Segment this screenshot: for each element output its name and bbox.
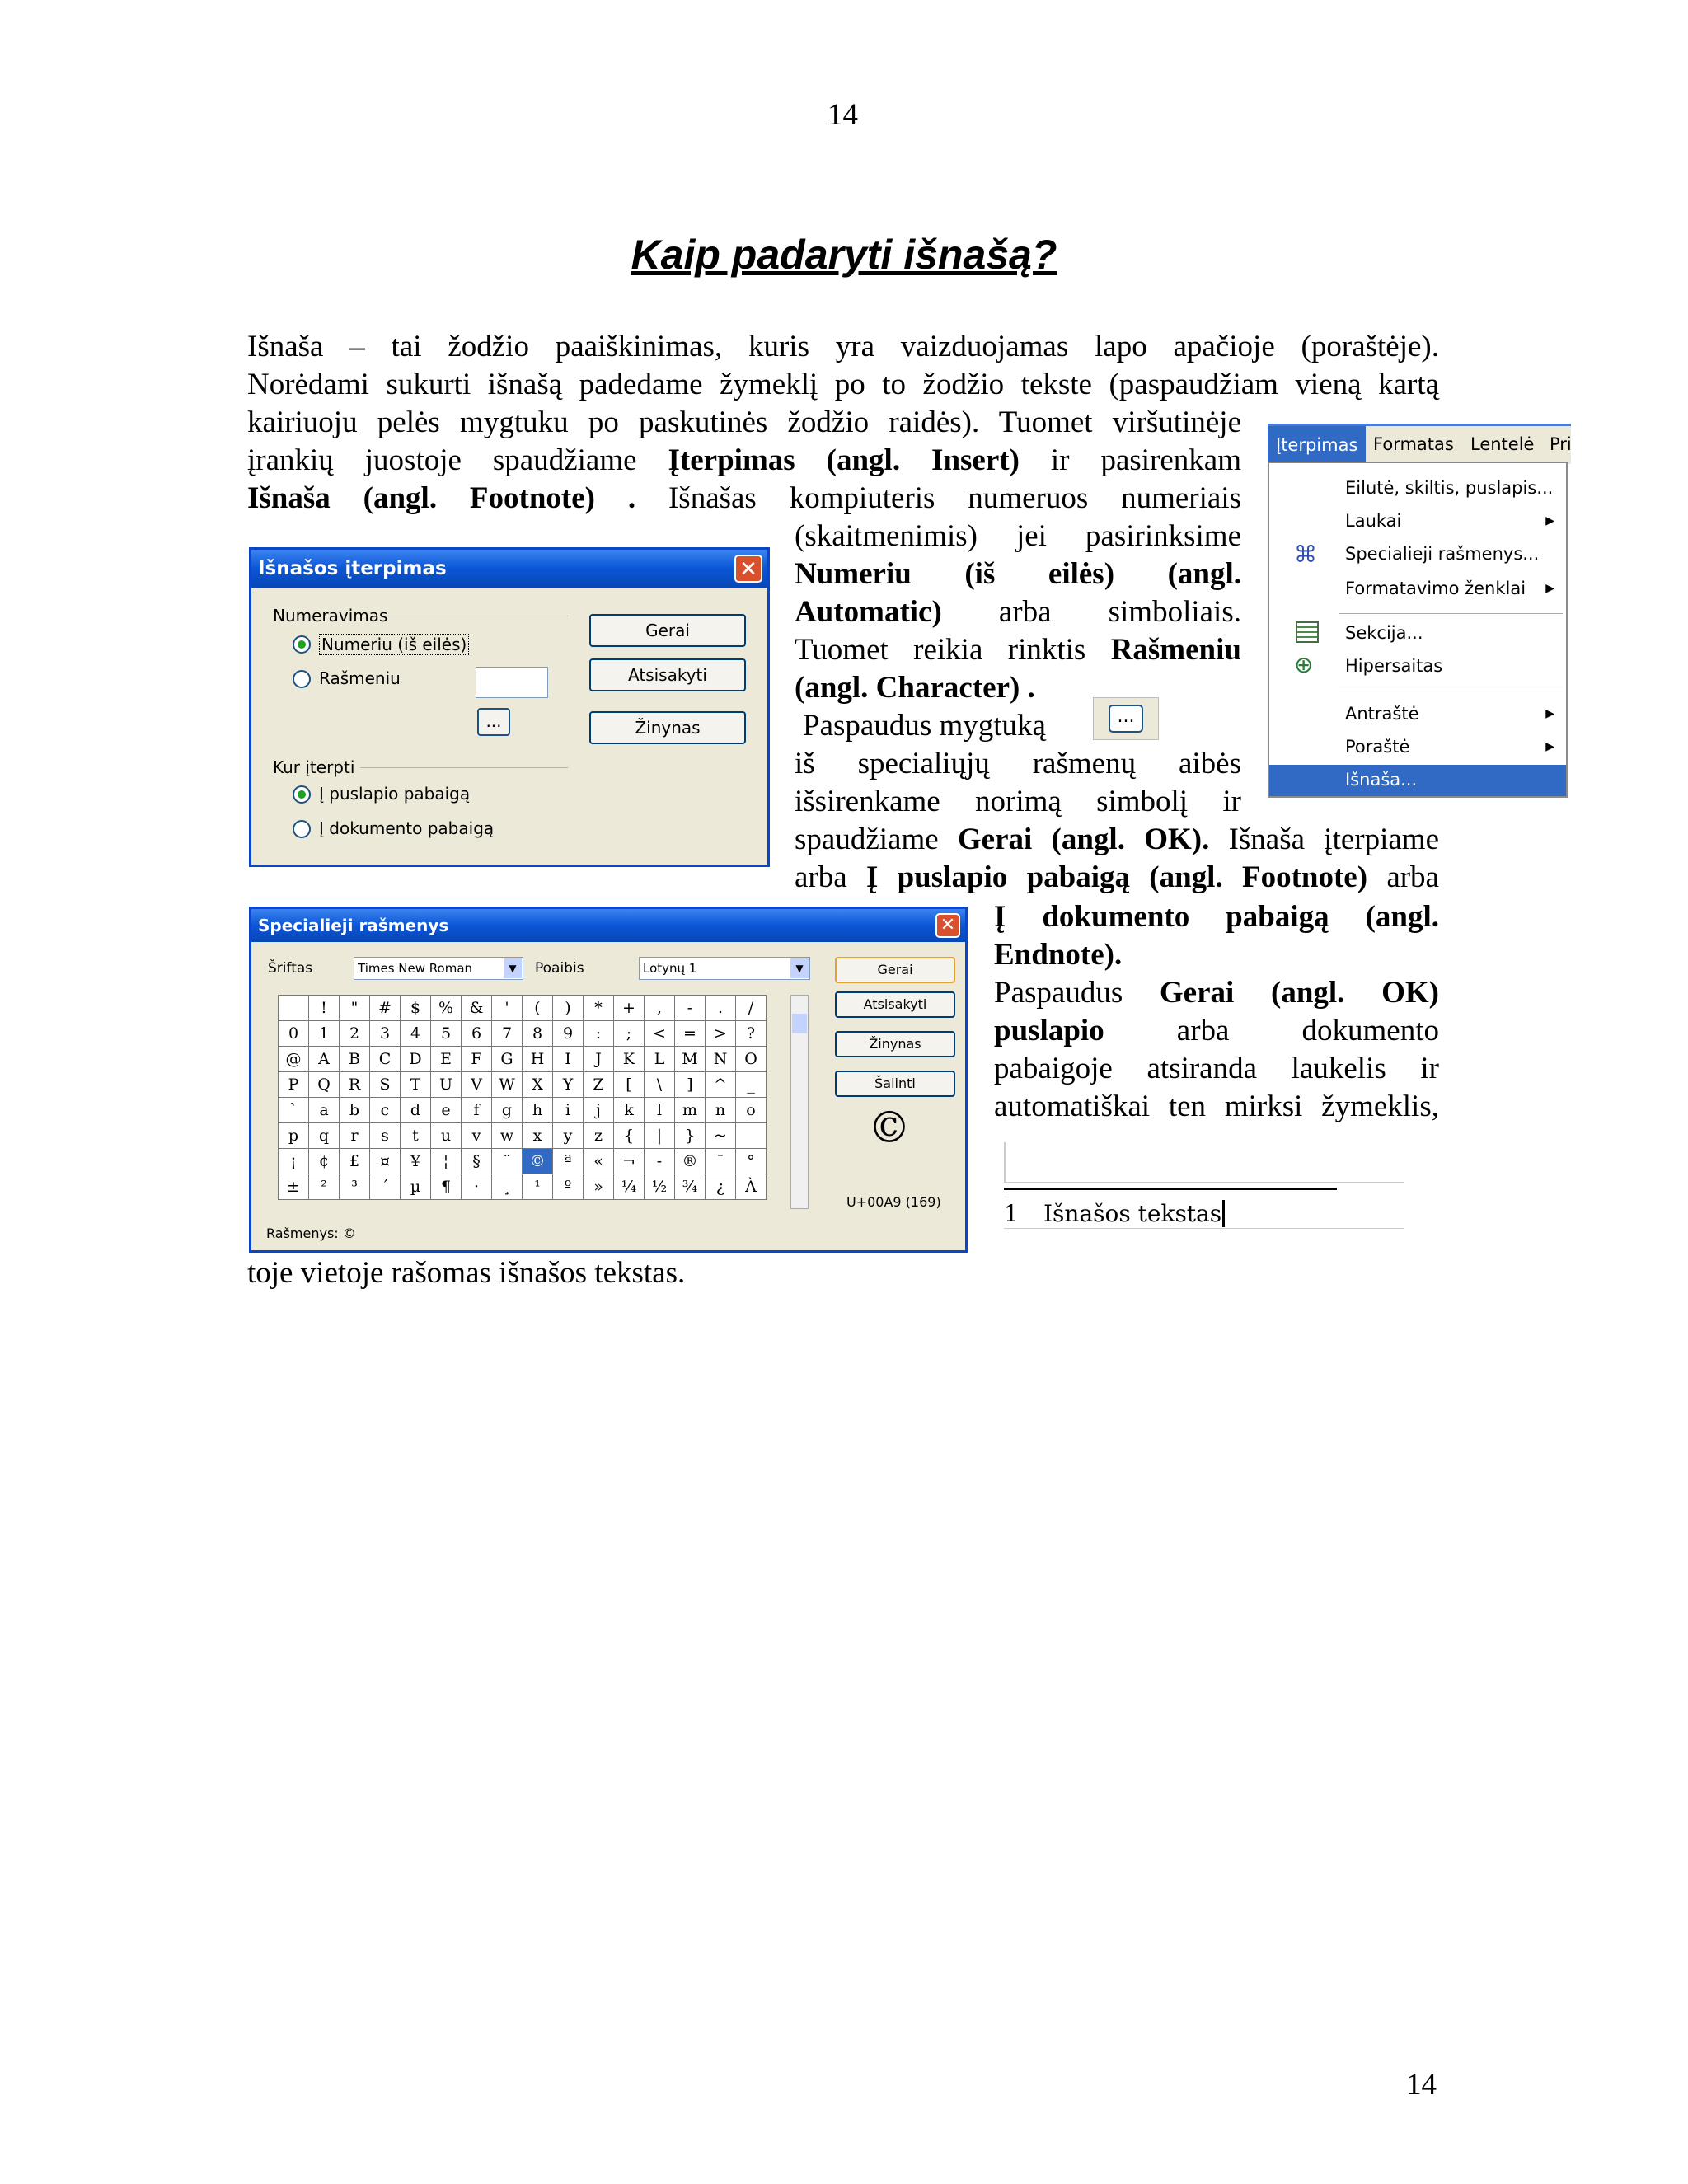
character-cell[interactable]: !	[309, 996, 340, 1021]
character-cell[interactable]: c	[370, 1098, 401, 1123]
character-cell[interactable]: )	[553, 996, 584, 1021]
right-line-2: Endnote).	[994, 938, 1123, 972]
character-cell[interactable]: Y	[553, 1072, 584, 1098]
character-cell[interactable]: n	[706, 1098, 736, 1123]
character-cell[interactable]: d	[401, 1098, 431, 1123]
menubar	[1268, 424, 1571, 464]
character-cell[interactable]: ©	[523, 1149, 553, 1174]
character-row	[279, 1149, 767, 1174]
character-cell[interactable]: p	[279, 1123, 309, 1149]
character-cell[interactable]: ®	[675, 1149, 706, 1174]
character-cell[interactable]: 3	[370, 1021, 401, 1047]
character-cell[interactable]: %	[431, 996, 462, 1021]
character-cell[interactable]: S	[370, 1072, 401, 1098]
body-line-5: Išnaša (angl. Footnote) . Išnašas kompiuteris numeruos numeriais	[247, 481, 1241, 515]
character-cell[interactable]: ]	[675, 1072, 706, 1098]
menu-item-highlight	[1269, 765, 1566, 796]
body-line-1: Išnaša – tai žodžio paaiškinimas, kuris yra vaizduojamas lapo apačioje (poraštėje).	[247, 330, 1439, 363]
menu-item-row-line[interactable]: Eilutė, skiltis, puslapis...	[1345, 478, 1554, 498]
radio-character-label[interactable]: Rašmeniu	[319, 668, 401, 688]
right-line-4: puslapio arba dokumento	[994, 1014, 1439, 1047]
character-cell[interactable]: £	[340, 1149, 370, 1174]
grid-scrollbar[interactable]	[790, 995, 809, 1209]
character-cell[interactable]: y	[553, 1123, 584, 1149]
menu-item-header[interactable]: Antraštė	[1345, 704, 1419, 724]
character-cell[interactable]: D	[401, 1047, 431, 1072]
character-cell[interactable]: µ	[401, 1174, 431, 1200]
character-cell[interactable]: §	[462, 1149, 492, 1174]
right-line-3: Paspaudus Gerai (angl. OK)	[994, 976, 1439, 1010]
character-cell[interactable]: ¾	[675, 1174, 706, 1200]
character-cell[interactable]: 0	[279, 1021, 309, 1047]
numbering-group-label: Numeravimas	[273, 606, 388, 626]
radio-page-end[interactable]	[293, 785, 311, 804]
insert-menu	[1268, 424, 1571, 798]
submenu-arrow-icon: ▶	[1545, 707, 1554, 720]
character-grid[interactable]	[278, 995, 767, 1200]
right-line-6: automatiškai ten mirksi žymeklis,	[994, 1090, 1439, 1123]
character-cell[interactable]: >	[706, 1021, 736, 1047]
menu-item-special-chars[interactable]: Specialieji rašmenys...	[1345, 544, 1540, 564]
character-cell[interactable]: A	[309, 1047, 340, 1072]
character-cell[interactable]: °	[736, 1149, 767, 1174]
character-cell[interactable]: k	[614, 1098, 645, 1123]
page-title: Kaip padaryti išnašą?	[631, 232, 1057, 278]
character-cell[interactable]: ³	[340, 1174, 370, 1200]
character-cell[interactable]	[736, 1123, 767, 1149]
menu-item-formatting-marks[interactable]: Formatavimo ženklai	[1345, 579, 1526, 598]
special-characters-title: Specialieji rašmenys	[258, 916, 449, 935]
col-line-5: (angl. Character) .	[795, 671, 1035, 705]
character-cell[interactable]: F	[462, 1047, 492, 1072]
character-cell[interactable]: ?	[736, 1021, 767, 1047]
footnote-dialog-title: Išnašos įterpimas	[258, 558, 447, 579]
right-line-1: Į dokumento pabaigą (angl.	[994, 900, 1439, 934]
character-cell[interactable]: q	[309, 1123, 340, 1149]
col-line-4: Tuomet reikia rinktis Rašmeniu	[795, 633, 1241, 667]
section-icon	[1296, 621, 1319, 643]
character-cell[interactable]: &	[462, 996, 492, 1021]
right-line-5: pabaigoje atsiranda laukelis ir	[994, 1052, 1439, 1085]
body-line-2: Norėdami sukurti išnašą padedame žymeklį po to žodžio tekste (paspaudžiam vieną kartą	[247, 368, 1439, 401]
col-line-3: Automatic) arba simboliais.	[795, 595, 1241, 629]
character-row	[279, 1098, 767, 1123]
character-row	[279, 1174, 767, 1200]
col-line-9: spaudžiame Gerai (angl. OK). Išnaša įterpiame	[795, 823, 1439, 856]
character-cell[interactable]: H	[523, 1047, 553, 1072]
ok-button[interactable]: Gerai	[589, 614, 746, 647]
character-cell[interactable]: ¹	[523, 1174, 553, 1200]
character-cell[interactable]: ¤	[370, 1149, 401, 1174]
character-cell[interactable]: v	[462, 1123, 492, 1149]
character-cell[interactable]: Z	[584, 1072, 614, 1098]
character-cell[interactable]: |	[645, 1123, 675, 1149]
col-line-1: (skaitmenimis) jei pasirinksime	[795, 519, 1241, 553]
group-divider	[360, 767, 568, 768]
character-cell[interactable]: `	[279, 1098, 309, 1123]
character-cell[interactable]: X	[523, 1072, 553, 1098]
character-cell[interactable]: s	[370, 1123, 401, 1149]
character-cell[interactable]: <	[645, 1021, 675, 1047]
character-cell[interactable]: Q	[309, 1072, 340, 1098]
character-cell[interactable]: (	[523, 996, 553, 1021]
subset-label: Poaibis	[535, 960, 584, 977]
unicode-code: U+00A9 (169)	[846, 1194, 941, 1210]
delete-button[interactable]: Šalinti	[835, 1071, 955, 1097]
menu-format[interactable]: Formatas	[1373, 434, 1454, 454]
hyperlink-icon: ⊕	[1294, 651, 1314, 678]
menu-tools[interactable]: Pri	[1550, 434, 1572, 454]
menu-item-section[interactable]: Sekcija...	[1345, 623, 1423, 643]
character-cell[interactable]: M	[675, 1047, 706, 1072]
character-cell[interactable]: ¬	[614, 1149, 645, 1174]
col-line-2: Numeriu (iš eilės) (angl.	[795, 557, 1241, 591]
character-cell[interactable]: i	[553, 1098, 584, 1123]
help-button[interactable]: Žinynas	[835, 1031, 955, 1057]
footnote-text[interactable]: Išnašos tekstas	[1043, 1200, 1225, 1227]
footnote-dialog-titlebar	[251, 550, 767, 588]
character-cell[interactable]: O	[736, 1047, 767, 1072]
character-cell[interactable]: N	[706, 1047, 736, 1072]
character-cell[interactable]: -	[645, 1149, 675, 1174]
menu-item-hyperlink[interactable]: Hipersaitas	[1345, 656, 1443, 676]
command-icon: ⌘	[1294, 541, 1317, 568]
submenu-arrow-icon: ▶	[1545, 514, 1554, 527]
character-cell[interactable]: «	[584, 1149, 614, 1174]
font-select-value: Times New Roman	[358, 961, 473, 976]
character-row	[279, 1072, 767, 1098]
font-label: Šriftas	[268, 960, 313, 977]
character-cell[interactable]: :	[584, 1021, 614, 1047]
character-cell[interactable]: ¼	[614, 1174, 645, 1200]
character-cell[interactable]: ¡	[279, 1149, 309, 1174]
character-cell[interactable]: U	[431, 1072, 462, 1098]
character-cell[interactable]: 7	[492, 1021, 523, 1047]
submenu-arrow-icon: ▶	[1545, 740, 1554, 753]
character-cell[interactable]: 4	[401, 1021, 431, 1047]
inline-browse-button-face: ...	[1109, 705, 1143, 733]
col-line-10: arba Į puslapio pabaigą (angl. Footnote) arba	[795, 860, 1439, 894]
character-cell[interactable]	[279, 996, 309, 1021]
character-cell[interactable]: .	[706, 996, 736, 1021]
character-cell[interactable]: ¥	[401, 1149, 431, 1174]
character-cell[interactable]: 9	[553, 1021, 584, 1047]
menu-item-fields[interactable]: Laukai	[1345, 511, 1402, 531]
character-cell[interactable]: »	[584, 1174, 614, 1200]
character-cell[interactable]: "	[340, 996, 370, 1021]
body-line-3: kairiuoju pelės mygtuku po paskutinės žodžio raidės). Tuomet viršutinėje	[247, 405, 1241, 439]
character-cell[interactable]: l	[645, 1098, 675, 1123]
preview-bottom-line	[1004, 1228, 1404, 1229]
ok-button[interactable]: Gerai	[835, 957, 955, 983]
character-cell[interactable]: ±	[279, 1174, 309, 1200]
preview-margin-line	[1004, 1142, 1006, 1182]
col-line-8: išsirenkame norimą simbolį ir	[795, 785, 1241, 818]
character-cell[interactable]: u	[431, 1123, 462, 1149]
character-cell[interactable]: =	[675, 1021, 706, 1047]
characters-selected: Rašmenys: ©	[266, 1226, 356, 1241]
radio-numeric-label[interactable]: Numeriu (iš eilės)	[319, 634, 469, 655]
character-row	[279, 1047, 767, 1072]
subset-select-value: Lotynų 1	[643, 961, 697, 976]
menu-item-footer[interactable]: Poraštė	[1345, 737, 1410, 757]
character-cell[interactable]: W	[492, 1072, 523, 1098]
character-cell[interactable]: C	[370, 1047, 401, 1072]
character-cell[interactable]: }	[675, 1123, 706, 1149]
body-last-line: toje vietoje rašomas išnašos tekstas.	[247, 1256, 686, 1290]
character-cell[interactable]: {	[614, 1123, 645, 1149]
footnote-preview	[1004, 1142, 1404, 1230]
character-cell[interactable]: R	[340, 1072, 370, 1098]
character-cell[interactable]: À	[736, 1174, 767, 1200]
character-cell[interactable]: ¨	[492, 1149, 523, 1174]
character-cell[interactable]: ~	[706, 1123, 736, 1149]
character-cell[interactable]: o	[736, 1098, 767, 1123]
help-button[interactable]: Žinynas	[589, 711, 746, 744]
scroll-thumb[interactable]	[792, 1014, 807, 1033]
character-cell[interactable]: x	[523, 1123, 553, 1149]
character-cell[interactable]: º	[553, 1174, 584, 1200]
character-row	[279, 1123, 767, 1149]
special-characters-dialog	[249, 907, 968, 1253]
character-cell[interactable]: a	[309, 1098, 340, 1123]
character-cell[interactable]: L	[645, 1047, 675, 1072]
font-select[interactable]	[354, 957, 523, 980]
character-cell[interactable]: ´	[370, 1174, 401, 1200]
browse-button[interactable]: ...	[477, 708, 510, 736]
page-number-top: 14	[828, 98, 858, 132]
character-cell[interactable]: I	[553, 1047, 584, 1072]
character-cell[interactable]: ª	[553, 1149, 584, 1174]
character-cell[interactable]: _	[736, 1072, 767, 1098]
menu-item-footnote[interactable]: Išnaša...	[1345, 770, 1418, 790]
character-cell[interactable]: ¸	[492, 1174, 523, 1200]
close-icon[interactable]: ✕	[734, 555, 762, 583]
character-cell[interactable]: f	[462, 1098, 492, 1123]
character-cell[interactable]: /	[736, 996, 767, 1021]
inline-browse-button[interactable]	[1093, 697, 1159, 740]
character-cell[interactable]: 2	[340, 1021, 370, 1047]
character-cell[interactable]: 5	[431, 1021, 462, 1047]
character-cell[interactable]: E	[431, 1047, 462, 1072]
character-cell[interactable]: m	[675, 1098, 706, 1123]
chevron-down-icon[interactable]: ▼	[504, 958, 522, 978]
character-row	[279, 996, 767, 1021]
radio-page-end-label[interactable]: Į puslapio pabaigą	[319, 784, 471, 804]
radio-doc-end-label[interactable]: Į dokumento pabaigą	[319, 818, 495, 838]
menu-separator	[1339, 613, 1563, 614]
character-cell[interactable]: J	[584, 1047, 614, 1072]
character-cell[interactable]: b	[340, 1098, 370, 1123]
close-icon[interactable]: ✕	[935, 913, 960, 938]
character-cell[interactable]: ²	[309, 1174, 340, 1200]
character-cell[interactable]: j	[584, 1098, 614, 1123]
character-cell[interactable]: ½	[645, 1174, 675, 1200]
body-line-4: įrankių juostoje spaudžiame Įterpimas (angl. Insert) ir pasirenkam	[247, 443, 1241, 477]
menu-insert[interactable]: Įterpimas	[1268, 426, 1366, 464]
special-characters-titlebar	[251, 909, 965, 942]
character-cell[interactable]: -	[675, 996, 706, 1021]
character-cell[interactable]: z	[584, 1123, 614, 1149]
character-cell[interactable]: 8	[523, 1021, 553, 1047]
menu-table[interactable]: Lentelė	[1470, 434, 1535, 454]
character-cell[interactable]: 1	[309, 1021, 340, 1047]
character-cell[interactable]: $	[401, 996, 431, 1021]
character-cell[interactable]: \	[645, 1072, 675, 1098]
character-cell[interactable]: ¢	[309, 1149, 340, 1174]
insert-group-label: Kur įterpti	[273, 757, 355, 777]
radio-doc-end[interactable]	[293, 820, 311, 838]
character-cell[interactable]: K	[614, 1047, 645, 1072]
character-input[interactable]	[476, 667, 548, 698]
character-cell[interactable]: ;	[614, 1021, 645, 1047]
footnote-dialog	[249, 547, 770, 867]
submenu-arrow-icon: ▶	[1545, 582, 1554, 595]
character-cell[interactable]: ¦	[431, 1149, 462, 1174]
footnote-separator	[1004, 1188, 1337, 1190]
cancel-button[interactable]: Atsisakyti	[835, 991, 955, 1018]
cancel-button[interactable]: Atsisakyti	[589, 658, 746, 691]
radio-numeric[interactable]	[293, 635, 311, 654]
col-line-7: iš specialiųjų rašmenų aibės	[795, 747, 1241, 780]
character-cell[interactable]: t	[401, 1123, 431, 1149]
character-cell[interactable]: ¿	[706, 1174, 736, 1200]
chevron-down-icon[interactable]: ▼	[790, 958, 809, 978]
insert-dropdown	[1268, 462, 1568, 798]
character-cell[interactable]: e	[431, 1098, 462, 1123]
character-cell[interactable]: T	[401, 1072, 431, 1098]
subset-select[interactable]	[639, 957, 810, 980]
character-cell[interactable]: [	[614, 1072, 645, 1098]
character-cell[interactable]: g	[492, 1098, 523, 1123]
character-cell[interactable]: w	[492, 1123, 523, 1149]
character-cell[interactable]: 6	[462, 1021, 492, 1047]
character-preview: ©	[868, 1104, 911, 1153]
character-cell[interactable]: G	[492, 1047, 523, 1072]
character-cell[interactable]: P	[279, 1072, 309, 1098]
character-cell[interactable]: B	[340, 1047, 370, 1072]
radio-character[interactable]	[293, 670, 311, 688]
character-cell[interactable]: @	[279, 1047, 309, 1072]
page-number-bottom: 14	[1406, 2068, 1437, 2102]
character-cell[interactable]: +	[614, 996, 645, 1021]
character-cell[interactable]: ^	[706, 1072, 736, 1098]
character-cell[interactable]: V	[462, 1072, 492, 1098]
character-cell[interactable]: '	[492, 996, 523, 1021]
character-cell[interactable]: #	[370, 996, 401, 1021]
character-cell[interactable]: h	[523, 1098, 553, 1123]
character-cell[interactable]: ¯	[706, 1149, 736, 1174]
col-line-6: Paspaudus mygtuką	[803, 709, 1046, 743]
character-cell[interactable]: *	[584, 996, 614, 1021]
character-cell[interactable]: ¶	[431, 1174, 462, 1200]
footnote-number: 1	[1004, 1200, 1019, 1227]
character-cell[interactable]: r	[340, 1123, 370, 1149]
character-cell[interactable]: ·	[462, 1174, 492, 1200]
character-row	[279, 1021, 767, 1047]
character-cell[interactable]: ,	[645, 996, 675, 1021]
preview-top-line	[1004, 1182, 1404, 1183]
